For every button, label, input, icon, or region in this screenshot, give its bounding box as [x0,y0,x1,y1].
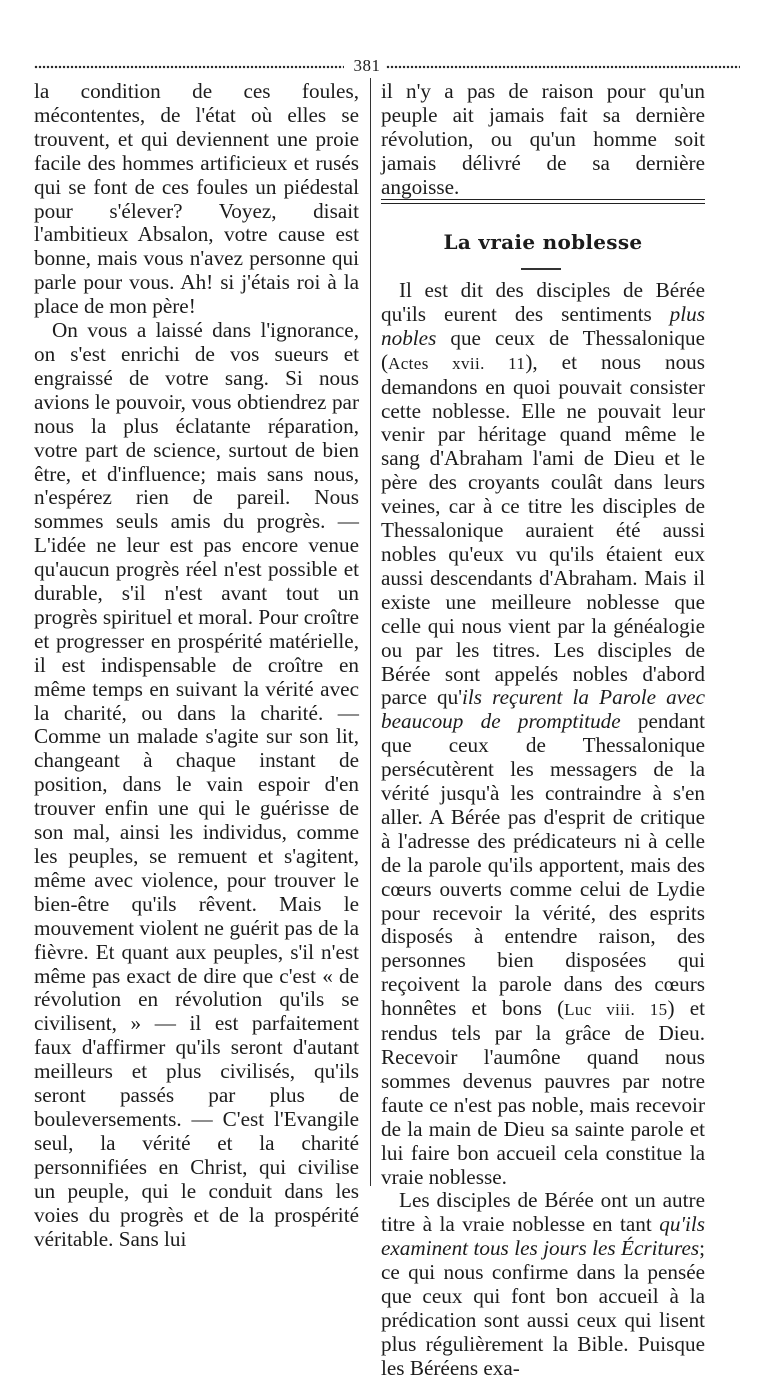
header-ornament-right [386,65,740,69]
title-underline [521,268,561,270]
text-run: ; ce qui nous confirme dans la pensée que ceux qui font bon accueil à la prédication sont aussi ceux qui lisent plus régulièrement la Bible. Puisque les Béréens exa- [381,1236,705,1380]
left-paragraph-1: la condition de ces foules, mécontentes, de l'état où elles se trouvent, et qui deviennent une proie facile des hommes artificieux et rusés qui se font de ces foules un piédestal pour s'élever? Voyez, disait l'ambitieux Absalon, votre cause est bonne, mais vous n'avez personne qui parle pour vous. Ah! si j'étais roi à la place de mon père! [34,79,359,319]
article-title: La vraie noblesse [443,230,643,254]
left-paragraph-2: On vous a laissé dans l'ignorance, on s'est enrichi de vos sueurs et engraissé de votre sang. Si nous avions le pouvoir, vous obtiendrez par nous la plus éclatante réparation, votre part de science, surtout de bien être, et d'influence; mais sans nous, n'espérez rien de pareil. Nous sommes seuls amis du progrès. — L'idée ne leur est pas encore venue qu'aucun progrès réel n'est possible et durable, s'il n'est avant tout un progrès spirituel et moral. Pour croître et progresser en prospérité matérielle, il est indispensable de croître en même temps en suivant la vérité avec la charité, ou dans la charité. — Comme un malade s'agite sur son lit, changeant à chaque instant de position, dans le vain espoir d'en trouver enfin une qui le guérisse de son mal, ainsi les individus, comme les peuples, se remuent et s'agitent, même avec violence, pour trouver le bien-être qu'ils rêvent. Mais le mouvement violent ne guérit pas de la fièvre. Et quant aux peuples, s'il n'est même pas exact de dire que c'est « de révolution en révolution qu'ils se civilisent, » — il est parfaitement faux d'affirmer qu'ils seront d'autant meilleurs et plus civilisés, qu'ils seront passés par plus de bouleversements. — C'est l'Evangile seul, la vérité et la charité personnifiées en Christ, qui civilise un peuple, qui le conduit dans les voies du progrès et de la prospérité véritable. Sans lui [34,318,359,1251]
article-paragraph-1 [381,279,705,1189]
article-body [381,279,705,1381]
page-header [34,56,740,76]
article-paragraph-2 [381,1189,705,1380]
left-column [34,80,359,1251]
italic-run: qu'ils examinent tous les jours les Écritures [381,1212,705,1261]
column-divider [370,78,371,1186]
italic-run: plus nobles [381,301,705,350]
header-ornament-left [34,65,344,69]
text-run: pendant que ceux de Thessalonique persécutèrent les messagers de la vérité jusqu'à les contraindre à s'en aller. A Bérée pas d'esprit de critique à l'adresse des prédicateurs ni à celle de la parole qu'ils apportent, mais des cœurs ouverts comme celui de Lydie pour recevoir la vérité, des esprits disposés à entendre raison, des personnes bien disposées qui reçoivent la parole dans des cœurs honnêtes et bons ( [381,709,705,1021]
text-run: Les disciples de Bérée ont un autre titre à la vraie noblesse en tant [381,1188,705,1237]
scripture-reference: Actes xvii. 11 [388,353,526,373]
text-run: ), et nous nous demandons en quoi pouvait consister cette noblesse. Elle ne pouvait leur venir par héritage quand même le sang d'Abraham l'ami de Dieu et le père des croyants coulât dans leurs veines, car à ce titre les disciples de Thessalonique auraient été aussi nobles qu'eux vu qu'ils étaient eux aussi descendants d'Abraham. Mais il existe une meilleure noblesse que celle qui nous vient par la généalogie ou par les titres. Les disciples de Bérée sont appelés nobles d'abord parce qu' [381,349,705,710]
scripture-reference: Luc viii. 15 [564,1000,668,1020]
text-run: que ceux de Thessalonique ( [381,325,705,374]
continuation-paragraph: il n'y a pas de raison pour qu'un peuple ait jamais fait sa dernière révolution, ou qu'un homme soit jamais délivré de sa dernière angoisse. [381,79,705,199]
text-run: ) et rendus tels par la grâce de Dieu. Recevoir l'aumône quand nous sommes devenus pauvres par notre faute ce n'est pas noble, mais recevoir de la main de Dieu sa sainte parole et lui faire bon accueil cela constitue la vraie noblesse. [381,996,705,1189]
right-column-continuation [381,80,705,200]
page-number: 381 [353,56,381,75]
italic-run: ils reçurent la Parole avec beaucoup de promptitude [381,685,705,734]
section-separator [381,199,705,204]
text-run: Il est dit des disciples de Bérée qu'ils eurent des sentiments [381,278,705,326]
